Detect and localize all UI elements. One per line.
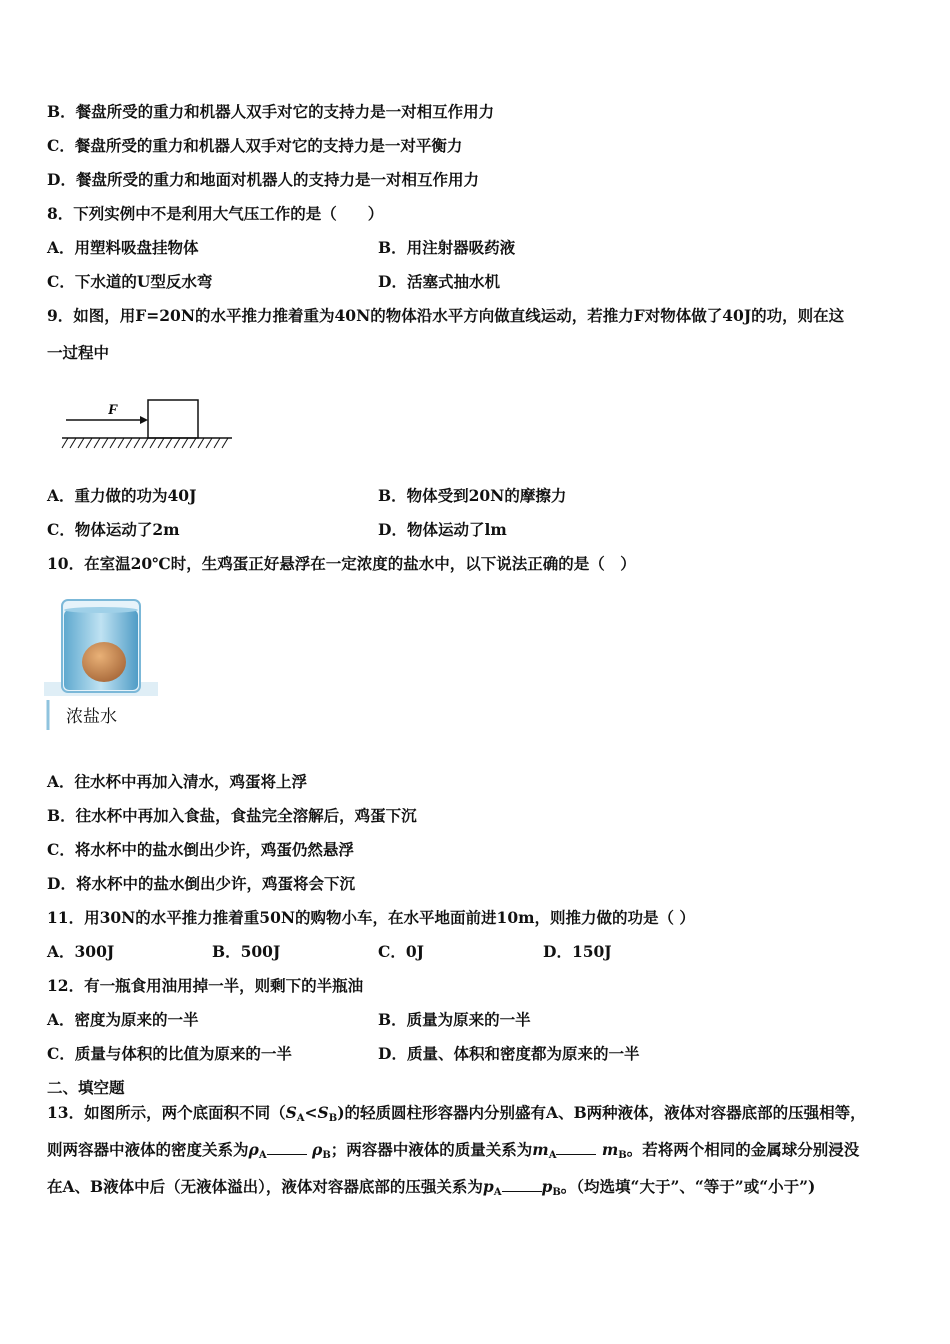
q11-option-d: D．150J xyxy=(543,942,612,961)
q9-stem-line1: 9．如图，用F=20N的水平推力推着重为40N的物体沿水平方向做直线运动，若推力F对物体做了40J的功，则在这 xyxy=(47,306,845,325)
q10-egg xyxy=(82,642,126,682)
q11-option-a: A．300J xyxy=(47,942,115,961)
q13-mass-blank[interactable] xyxy=(556,1140,596,1155)
q7-option-b: B．餐盘所受的重力和机器人双手对它的支持力是一对相互作用力 xyxy=(47,102,495,121)
q8-option-d: D．活塞式抽水机 xyxy=(378,272,500,291)
q9-figure-block-on-ground xyxy=(60,392,240,456)
q13-line3: 在A、B液体中后（无液体溢出），液体对容器底部的压强关系为$p_A$ $p_B$。（均选填“大于”、“等于”或“小于”) xyxy=(47,1177,816,1198)
q11-stem: 11．用30N的水平推力推着重50N的购物小车，在水平地面前进10m，则推力做的功是（ ） xyxy=(47,908,695,927)
q13-pressure-blank[interactable] xyxy=(502,1177,542,1192)
q9-block xyxy=(148,400,198,438)
q9-option-a: A．重力做的功为40J xyxy=(47,486,197,505)
q9-option-d: D．物体运动了lm xyxy=(378,520,507,539)
q12-option-a: A．密度为原来的一半 xyxy=(47,1010,199,1029)
q8-stem: 8．下列实例中不是利用大气压工作的是（ ） xyxy=(47,204,384,223)
q9-force-label: F xyxy=(108,402,119,418)
q10-option-d: D．将水杯中的盐水倒出少许，鸡蛋将会下沉 xyxy=(47,874,355,893)
q12-option-b: B．质量为原来的一半 xyxy=(378,1010,531,1029)
q12-option-d: D．质量、体积和密度都为原来的一半 xyxy=(378,1044,640,1063)
q10-option-a: A．往水杯中再加入清水，鸡蛋将上浮 xyxy=(47,772,308,791)
q10-stem: 10．在室温20℃时，生鸡蛋正好悬浮在一定浓度的盐水中，以下说法正确的是（ ） xyxy=(47,554,636,573)
q12-stem: 12．有一瓶食用油用掉一半，则剩下的半瓶油 xyxy=(47,976,364,995)
q10-figure-egg-in-salt-water xyxy=(44,594,162,734)
q8-option-c: C．下水道的U型反水弯 xyxy=(47,272,213,291)
q7-option-c: C．餐盘所受的重力和机器人双手对它的支持力是一对平衡力 xyxy=(47,136,463,155)
q13-line1: 13．如图所示，两个底面积不同$(S_A<S_B)$的轻质圆柱形容器内分别盛有A、B两种液体，液体对容器底部的压强相等， xyxy=(47,1103,866,1124)
q8-option-b: B．用注射器吸药液 xyxy=(378,238,516,257)
q11-option-c: C．0J xyxy=(378,942,424,961)
q8-option-a: A．用塑料吸盘挂物体 xyxy=(47,238,199,257)
q13-line2: 则两容器中液体的密度关系为$\rho_A$ $\rho_B$；两容器中液体的质量关系为$m_A$ $m_B$。若将两个相同的金属球分别浸没 xyxy=(47,1140,860,1161)
q10-water-surface xyxy=(64,607,138,613)
q7-option-d: D．餐盘所受的重力和地面对机器人的支持力是一对相互作用力 xyxy=(47,170,479,189)
section-title-fill-in: 二、填空题 xyxy=(47,1078,125,1097)
q9-force-arrowhead xyxy=(140,416,148,424)
q9-option-b: B．物体受到20N的摩擦力 xyxy=(378,486,567,505)
q12-option-c: C．质量与体积的比值为原来的一半 xyxy=(47,1044,292,1063)
q11-option-b: B．500J xyxy=(212,942,281,961)
q13-density-blank[interactable] xyxy=(267,1140,307,1155)
q9-option-c: C．物体运动了2m xyxy=(47,520,180,539)
q10-option-c: C．将水杯中的盐水倒出少许，鸡蛋仍然悬浮 xyxy=(47,840,354,859)
q10-figure-label: 浓盐水 xyxy=(66,707,117,727)
q9-stem-line2: 一过程中 xyxy=(47,343,110,362)
q10-option-b: B．往水杯中再加入食盐，食盐完全溶解后，鸡蛋下沉 xyxy=(47,806,417,825)
q9-ground-hatching xyxy=(62,438,228,448)
